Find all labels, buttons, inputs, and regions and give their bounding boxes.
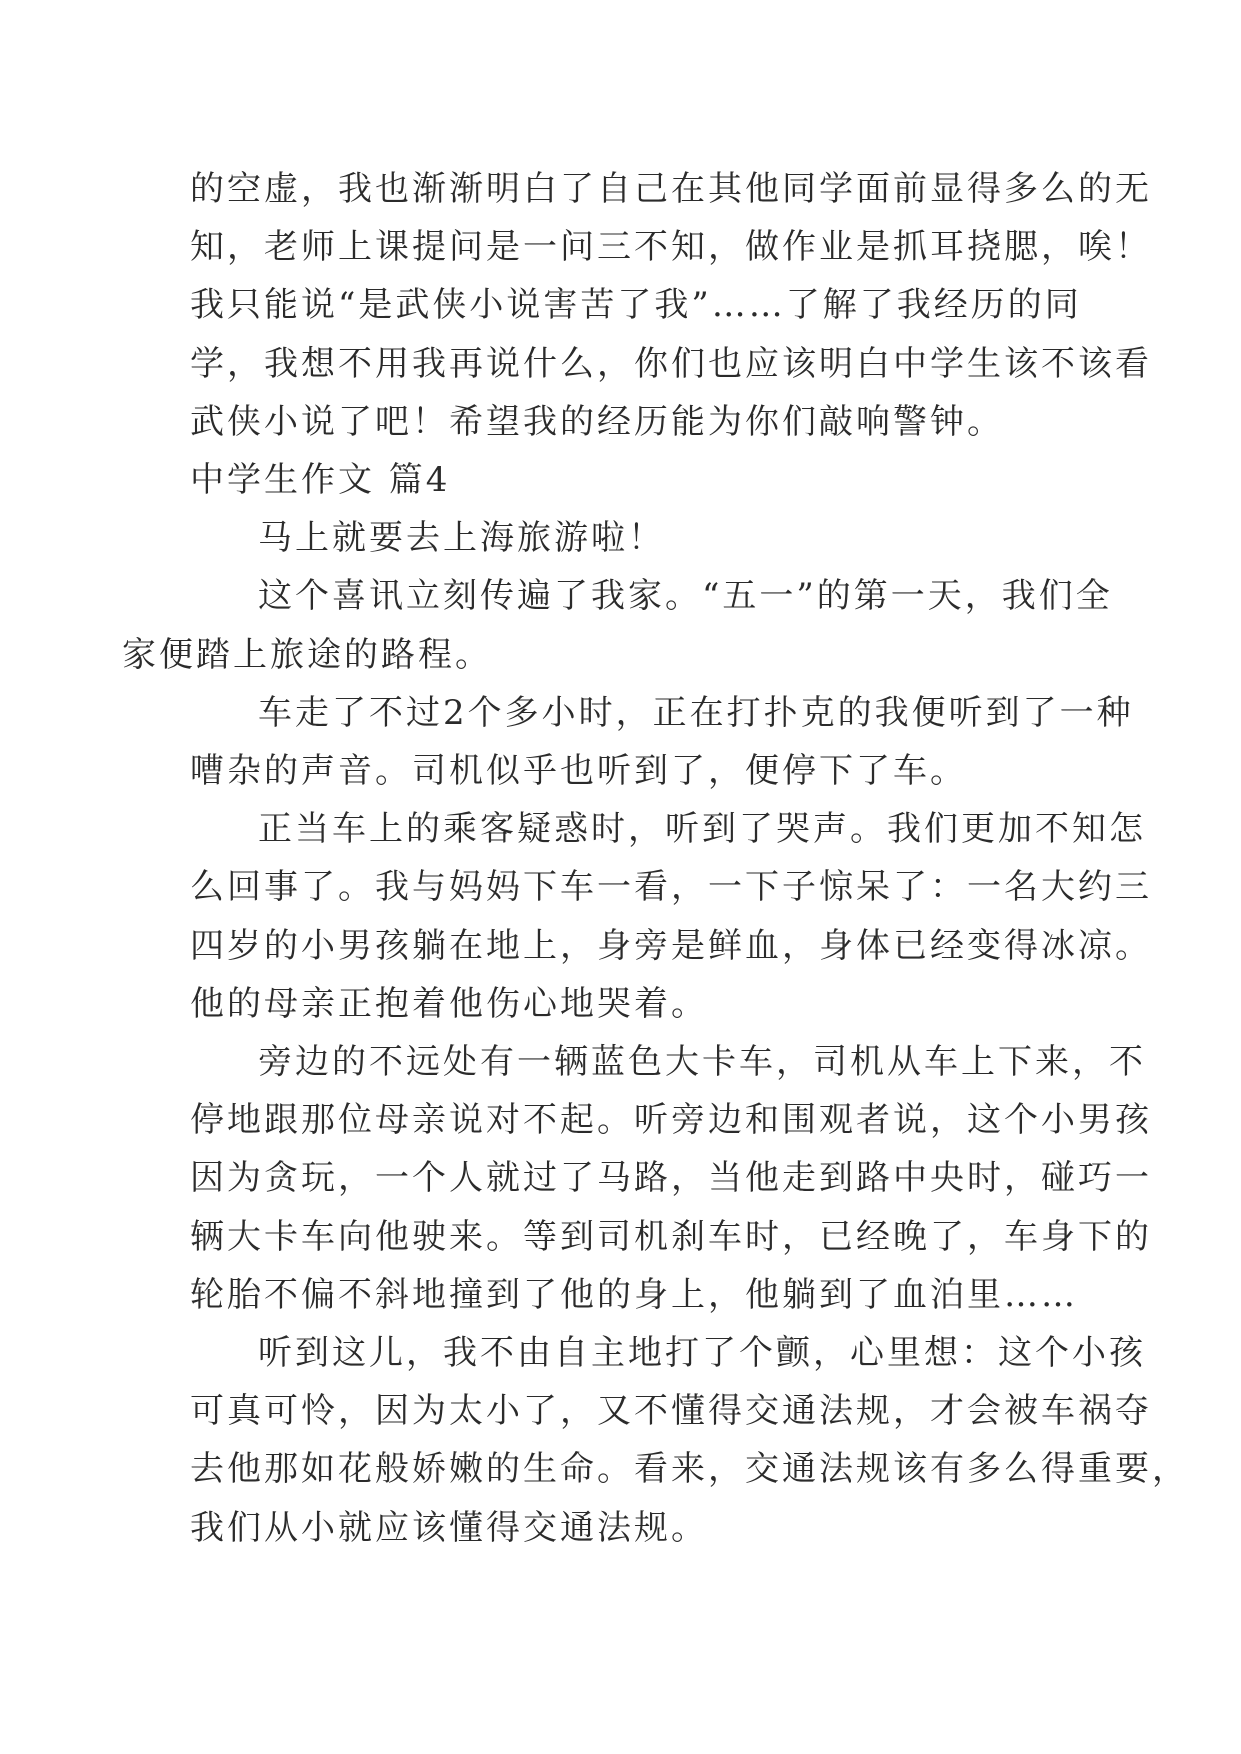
paragraph <box>190 509 1065 567</box>
text-line: 旁边的不远处有一辆蓝色大卡车，司机从车上下来，不 <box>258 1042 1146 1083</box>
paragraph <box>190 800 1152 1033</box>
text-line: 轮胎不偏不斜地撞到了他的身上，他躺到了血泊里…… <box>190 1274 1078 1315</box>
text-line: 车走了不过2个多小时，正在打扑克的我便听到了一种 <box>258 692 1134 733</box>
text-line: 停地跟那位母亲说对不起。听旁边和围观者说，这个小男孩 <box>190 1100 1152 1141</box>
text-line: 他的母亲正抱着他伤心地哭着。 <box>190 983 708 1024</box>
paragraph <box>190 1324 1189 1557</box>
section-heading: 中学生作文 篇4 <box>190 460 451 501</box>
text-line: 我只能说“是武侠小说害苦了我”……了解了我经历的同 <box>190 285 1082 326</box>
text-line: 武侠小说了吧！希望我的经历能为你们敲响警钟。 <box>190 401 1004 442</box>
text-line: 马上就要去上海旅游啦！ <box>258 518 665 559</box>
text-line: 知，老师上课提问是一问三不知，做作业是抓耳挠腮，唉！ <box>190 227 1152 268</box>
paragraph <box>190 1033 1152 1324</box>
paragraph <box>190 684 1134 800</box>
text-line: 学，我想不用我再说什么，你们也应该明白中学生该不该看 <box>190 343 1152 384</box>
text-line: 听到这儿，我不由自主地打了个颤，心里想：这个小孩 <box>258 1333 1146 1374</box>
text-line: 去他那如花般娇嫩的生命。看来，交通法规该有多么得重要， <box>190 1449 1189 1490</box>
text-line: 四岁的小男孩躺在地上，身旁是鲜血，身体已经变得冰凉。 <box>190 925 1152 966</box>
paragraph <box>122 567 1113 683</box>
text-line: 嘈杂的声音。司机似乎也听到了，便停下了车。 <box>190 751 967 792</box>
text-line: 正当车上的乘客疑惑时，听到了哭声。我们更加不知怎 <box>258 809 1146 850</box>
text-line: 我们从小就应该懂得交通法规。 <box>190 1507 708 1548</box>
text-line: 的空虚，我也渐渐明白了自己在其他同学面前显得多么的无 <box>190 169 1152 209</box>
text-line: 家便踏上旅途的路程。 <box>122 634 492 675</box>
text-line: 可真可怜，因为太小了，又不懂得交通法规，才会被车祸夺 <box>190 1391 1152 1432</box>
text-line: 这个喜讯立刻传遍了我家。“五一”的第一天，我们全 <box>258 576 1113 617</box>
article-body <box>122 160 1189 1557</box>
text-line: 因为贪玩，一个人就过了马路，当他走到路中央时，碰巧一 <box>190 1158 1152 1199</box>
text-line: 辆大卡车向他驶来。等到司机刹车时，已经晚了，车身下的 <box>190 1216 1152 1257</box>
continuation-paragraph <box>190 160 1152 451</box>
text-line: 么回事了。我与妈妈下车一看，一下子惊呆了：一名大约三 <box>190 867 1152 908</box>
